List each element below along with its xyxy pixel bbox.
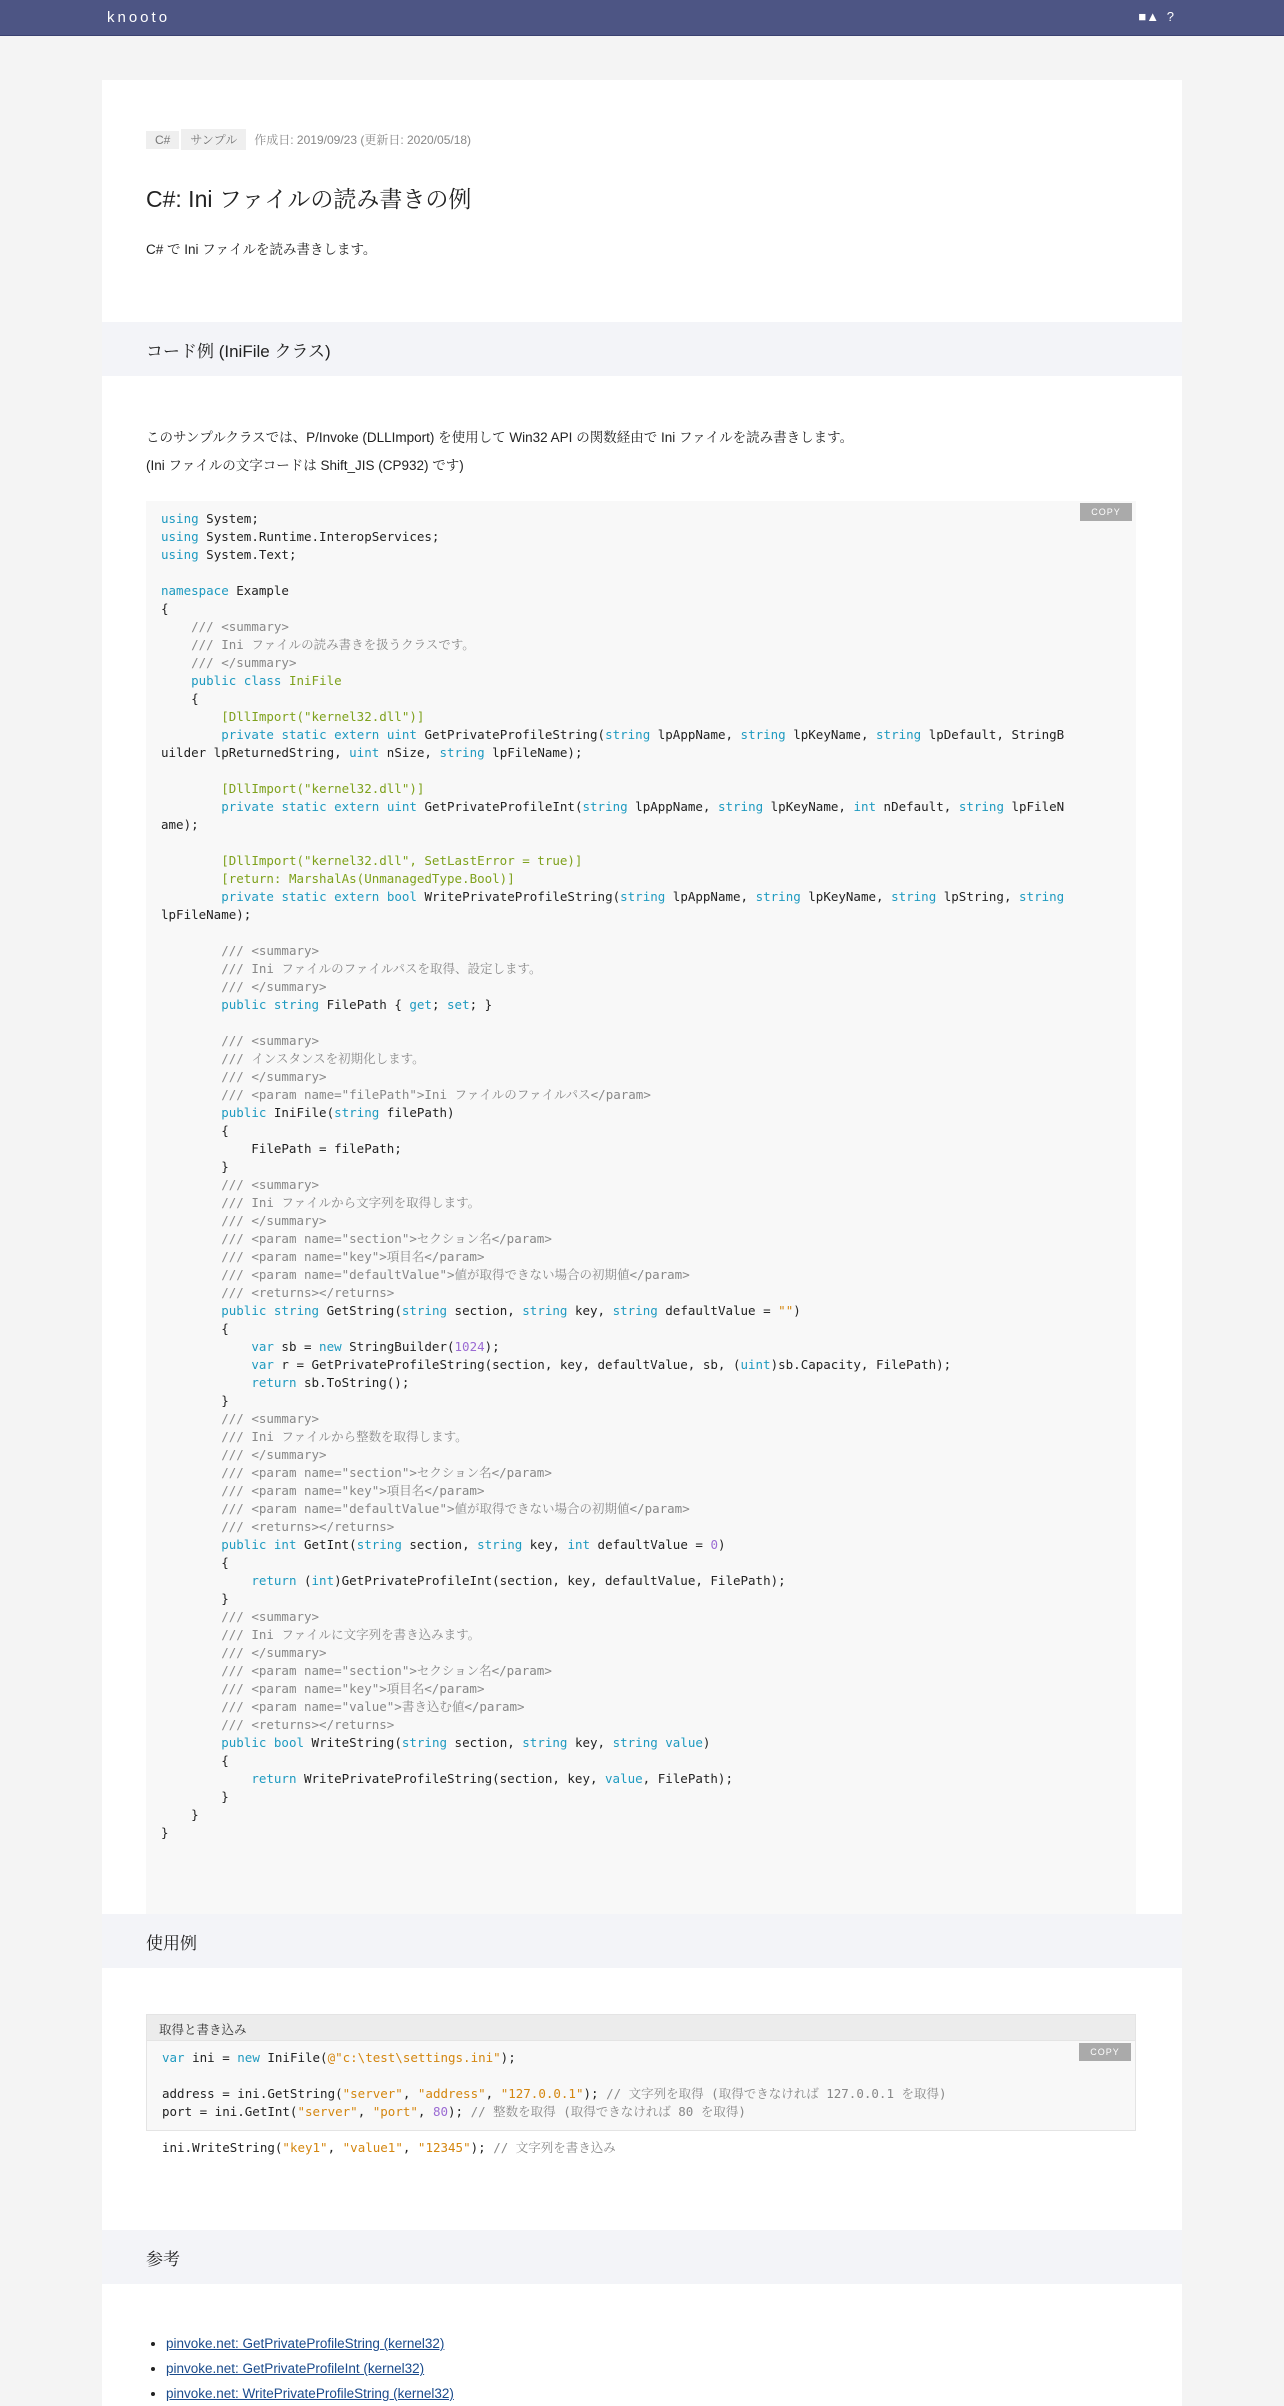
code-block-usage[interactable]	[146, 2041, 1136, 2155]
section-title: コード例 (IniFile クラス)	[146, 342, 331, 361]
reference-link[interactable]: pinvoke.net: WritePrivateProfileString (kernel32)	[166, 2386, 454, 2401]
lead-text: C# で Ini ファイルを読み書きします。	[146, 242, 377, 257]
tag-sample[interactable]: サンプル	[181, 129, 246, 150]
section-heading-references	[102, 2230, 1182, 2284]
copy-button[interactable]: COPY	[1080, 503, 1132, 521]
section-heading-usage	[102, 1914, 1182, 1968]
top-icons	[1134, 9, 1174, 24]
code-content: using System; using System.Runtime.InteropServices; using System.Text; namespace Example { /// <summary> /// Ini ファイルの読み書きを扱うクラスです。 /// </summary> public class IniFile { [DllImport("kernel32.dll")] private static extern uint GetPrivateProfileString(string lpAppName, string lpKeyName, string lpDefault, StringB uilder lpReturnedString, uint nSize, string lpFileName); [DllImport("kernel32.dll")] private static extern uint GetPrivateProfileInt(string lpAppName, string lpKeyName, int nDefault, string lpFileN ame); [DllImport("kernel32.dll", SetLastError = true)] [return: MarshalAs(UnmanagedType.Bool)] private static extern bool WritePrivateProfileString(string lpAppName, string lpKeyName, string lpString, string lpFileName); /// <summary> /// Ini ファイルのファイルパスを取得、設定します。 /// </summary> public string FilePath { get; set; } /// <summary> /// インスタンスを初期化します。 /// </summary> /// <param name="filePath">Ini ファイルのファイルパス</param> public IniFile(string filePath) { FilePath = filePath; } /// <summary> /// Ini ファイルから文字列を取得します。 /// </summary> /// <param name="section">セクション名</param> /// <param name="key">項目名</param> /// <param name="defaultValue">値が取得できない場合の初期値</param> /// <returns></returns> public string GetString(string section, string key, string defaultValue = "") { var sb = new StringBuilder(1024); var r = GetPrivateProfileString(section, key, defaultValue, sb, (uint)sb.Capacity, FilePath); return sb.ToString(); } /// <summary> /// Ini ファイルから整数を取得します。 /// </summary> /// <param name="section">セクション名</param> /// <param name="key">項目名</param> /// <param name="defaultValue">値が取得できない場合の初期値</param> /// <returns></returns> public int GetInt(string section, string key, int defaultValue = 0) { return (int)GetPrivateProfileInt(section, key, defaultValue, FilePath); } /// <summary> /// Ini ファイルに文字列を書き込みます。 /// </summary> /// <param name="section">セクション名</param> /// <param name="key">項目名</param> /// <param name="value">書き込む値</param> /// <returns></returns> public bool WriteString(string section, string key, string value) { return WritePrivateProfileString(section, key, value, FilePath); } } }	[161, 511, 1065, 1840]
shapes-icon[interactable]: ■▲	[1138, 9, 1160, 24]
article-meta	[146, 129, 471, 150]
code-content: var ini = new IniFile(@"c:\test\settings.ini"); address = ini.GetString("server", "address", "127.0.0.1"); // 文字列を取得 (取得できなければ 127.0.0.1 を取得) port = ini.GetInt("server", "port", 80); // 整数を取得 (取得できなければ 80 を取得) ini.WriteString("key1", "value1", "12345"); // 文字列を書き込み	[162, 2050, 947, 2155]
brand-logo[interactable]: knooto	[107, 9, 171, 26]
tag-csharp[interactable]: C#	[146, 131, 179, 149]
list-item	[166, 2361, 454, 2376]
reference-list	[166, 2336, 454, 2406]
section-heading-code	[102, 322, 1182, 376]
code-caption-label: 取得と書き込み	[159, 2023, 247, 2037]
reference-link[interactable]: pinvoke.net: GetPrivateProfileString (kernel32)	[166, 2336, 445, 2351]
top-bar	[0, 0, 1284, 36]
copy-button[interactable]: COPY	[1079, 2043, 1131, 2061]
article-date: 作成日: 2019/09/23 (更新日: 2020/05/18)	[254, 133, 472, 147]
article-card	[102, 80, 1182, 2406]
page-title: C#: Ini ファイルの読み書きの例	[146, 186, 472, 212]
reference-link[interactable]: pinvoke.net: GetPrivateProfileInt (kernel32)	[166, 2361, 425, 2376]
code-block-inifile[interactable]	[146, 501, 1136, 1933]
list-item	[166, 2386, 454, 2401]
help-icon[interactable]: ?	[1166, 9, 1174, 24]
list-item	[166, 2336, 454, 2351]
code-caption	[146, 2014, 1136, 2041]
section-paragraph: このサンプルクラスでは、P/Invoke (DLLImport) を使用して Win32 API の関数経由で Ini ファイルを読み書きします。	[146, 430, 854, 445]
section-paragraph: (Ini ファイルの文字コードは Shift_JIS (CP932) です)	[146, 458, 464, 473]
section-title: 参考	[146, 2250, 180, 2269]
section-title: 使用例	[146, 1934, 197, 1953]
